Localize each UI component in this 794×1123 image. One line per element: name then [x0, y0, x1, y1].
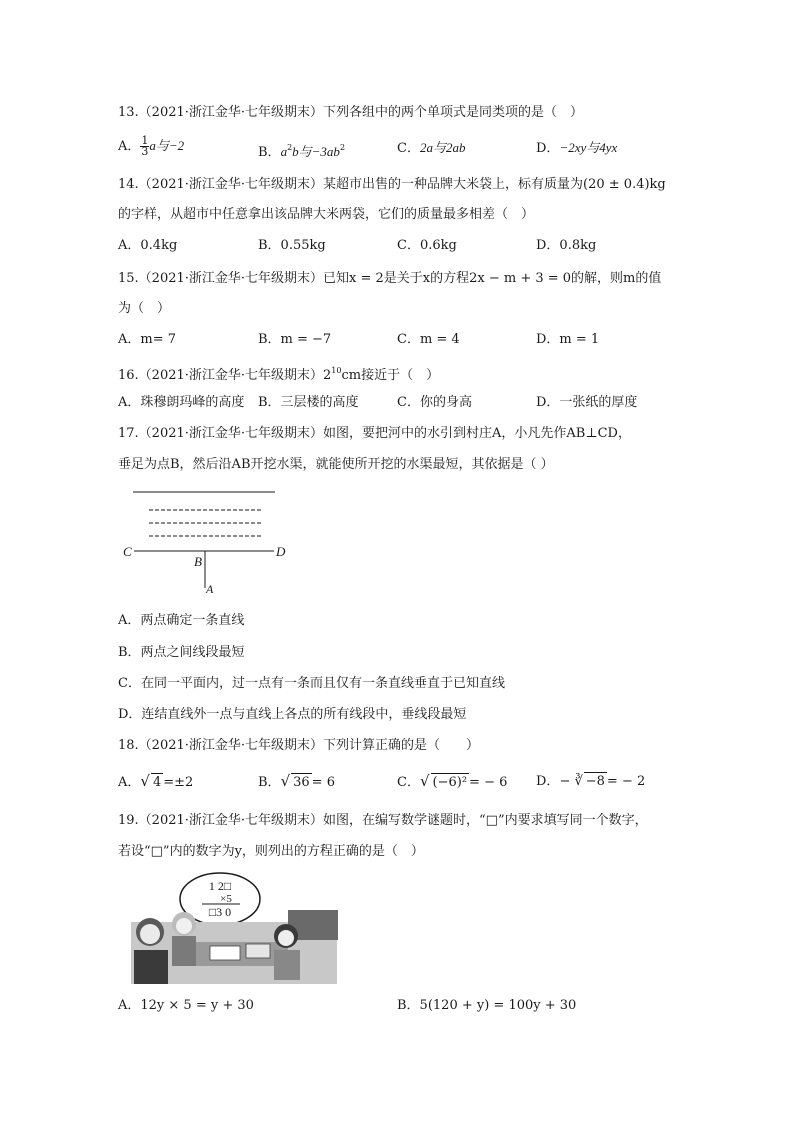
- point-a-label: A: [206, 582, 214, 596]
- q16-option-d: D．一张纸的厚度: [536, 395, 638, 410]
- point-c-label: C: [123, 544, 132, 559]
- q18-stem: 18.（2021·浙江金华·七年级期末）下列计算正确的是（ ）: [118, 738, 480, 753]
- q13-option-a: A． $\frac{1}{3}$ a与−2: [118, 134, 185, 158]
- q18-option-b: B．√ 36 = 6: [258, 772, 335, 790]
- bubble-line2: ×5: [220, 893, 232, 905]
- bubble-line3: □3 0: [208, 905, 232, 919]
- q16-stem: 16.（2021·浙江金华·七年级期末）$2^{10}cm$接近于（ ）: [118, 366, 440, 383]
- point-d-label: D: [276, 544, 286, 559]
- q18-option-a: A．√ 4 =±2: [118, 772, 194, 790]
- q18-option-d: D．− ∛ −8 = − 2: [536, 774, 646, 789]
- q13-option-d: D．−2xy与4yx: [536, 140, 618, 156]
- bubble-line1: 1 2□: [208, 879, 232, 893]
- book-on-desk: [246, 944, 270, 958]
- q17-option-c: C．在同一平面内，过一点有一条而且仅有一条直线垂直于已知直线: [118, 676, 505, 691]
- right-student-body: [274, 950, 300, 980]
- q15-option-d: D．m = 1: [536, 332, 600, 347]
- point-b-label: B: [194, 554, 202, 569]
- q17-stem-line2: 垂足为点B，然后沿AB开挖水渠，就能使所开挖的水渠最短，其依据是（ ）: [118, 457, 554, 472]
- q14-option-d: D．0.8kg: [536, 238, 597, 253]
- q16-option-b: B．三层楼的高度: [258, 395, 359, 410]
- boy-body: [134, 950, 168, 984]
- paper-on-desk: [210, 946, 240, 960]
- q13-option-b: B．$a^2b$与$-3ab^2$: [258, 143, 346, 160]
- q14-stem-line2: 的字样，从超市中任意拿出该品牌大米两袋，它们的质量最多相差（ ）: [118, 207, 535, 222]
- q17-option-a: A．两点确定一条直线: [118, 613, 245, 628]
- q19-stem-line1: 19.（2021·浙江金华·七年级期末）如图，在编写数学谜题时，“□”内要求填写同一个数字，: [118, 813, 648, 828]
- boy-face: [140, 924, 160, 944]
- q19-stem-line2: 若设“□”内的数字为y，则列出的方程正确的是（ ）: [118, 844, 424, 859]
- q15-option-c: C．m = 4: [397, 332, 460, 347]
- right-student-face: [278, 930, 294, 946]
- q17-stem-line1: 17.（2021·浙江金华·七年级期末）如图，要把河中的水引到村庄A，小凡先作AB⊥CD，: [118, 426, 631, 441]
- girl-body: [172, 936, 196, 966]
- q16-option-a: A．珠穆朗玛峰的高度: [118, 395, 245, 410]
- q15-stem-line1: 15.（2021·浙江金华·七年级期末）已知x = 2是关于x的方程2x − m + 3 = 0的解，则m的值: [118, 271, 662, 286]
- q17-river-figure: [118, 486, 298, 598]
- q14-option-c: C．0.6kg: [397, 238, 457, 253]
- q19-option-a: A．12y × 5 = y + 30: [118, 998, 254, 1013]
- q15-option-b: B．m = −7: [258, 332, 332, 347]
- q15-stem-line2: 为（ ）: [118, 301, 171, 316]
- q17-option-b: B．两点之间线段最短: [118, 645, 245, 660]
- q15-option-a: A．m= 7: [118, 332, 177, 347]
- girl-face: [176, 918, 192, 934]
- q18-option-c: C．√ (−6)² = − 6: [397, 772, 508, 790]
- q17-option-d: D．连结直线外一点与直线上各点的所有线段中，垂线段最短: [118, 707, 467, 722]
- q14-option-a: A．0.4kg: [118, 238, 178, 253]
- q16-option-c: C．你的身高: [397, 395, 472, 410]
- q14-option-b: B．0.55kg: [258, 238, 326, 253]
- q13-stem: 13.（2021·浙江金华·七年级期末）下列各组中的两个单项式是同类项的是（ ）: [118, 105, 584, 120]
- q14-stem-line1: 14.（2021·浙江金华·七年级期末）某超市出售的一种品牌大米袋上，标有质量为(20 ± 0.4)kg: [118, 177, 666, 192]
- q19-cartoon-figure: [128, 870, 340, 985]
- fraction: $\frac{1}{3}$: [141, 134, 149, 158]
- q13-option-c: C．2a与2ab: [397, 140, 466, 156]
- q19-option-b: B．5(120 + y) = 100y + 30: [397, 998, 577, 1013]
